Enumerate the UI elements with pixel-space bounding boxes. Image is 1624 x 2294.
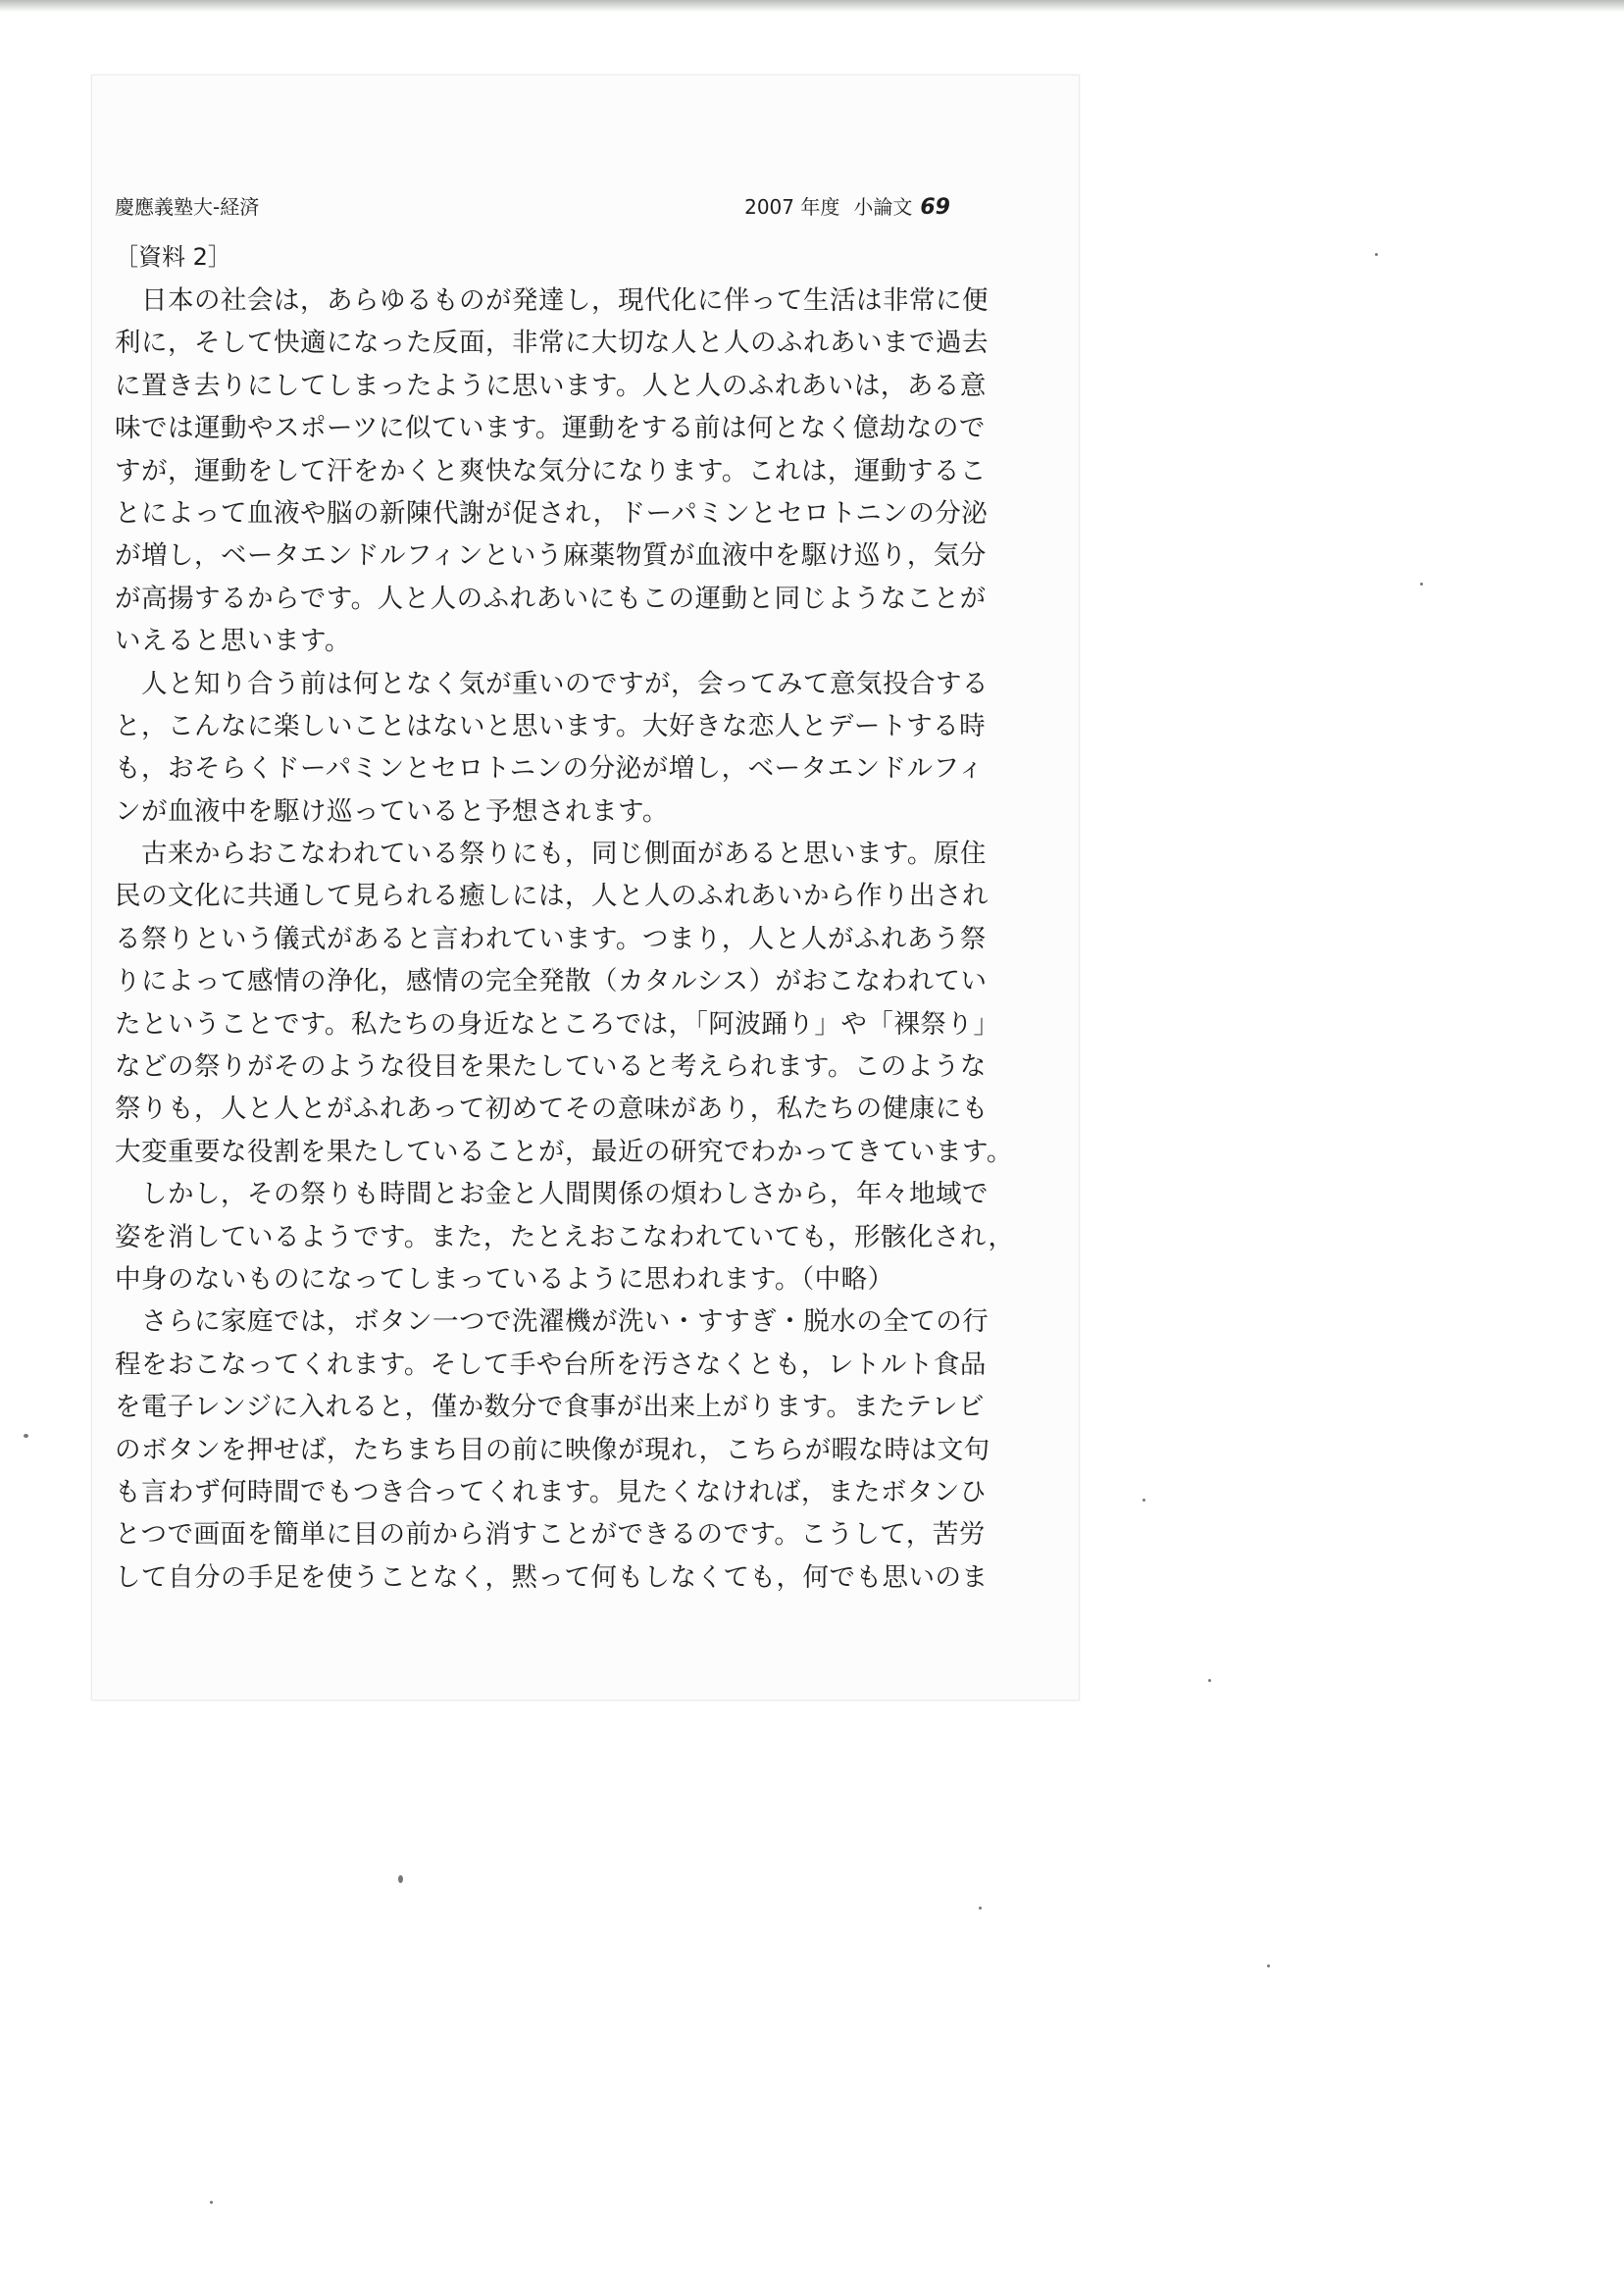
text-line: して自分の手足を使うことなく，黙って何もしなくても，何でも思いのま bbox=[115, 1561, 989, 1593]
text-line: 民の文化に共通して見られる癒しには，人と人のふれあいから作り出され bbox=[115, 881, 989, 912]
university-label: 慶應義塾大-経済 bbox=[115, 195, 260, 219]
material-label: ［資料 2］ bbox=[115, 243, 231, 271]
text-line: と，こんなに楽しいことはないと思います。大好きな恋人とデートする時 bbox=[115, 710, 987, 741]
text-line: すが，運動をして汗をかくと爽快な気分になります。これは，運動するこ bbox=[115, 455, 987, 486]
text-line: 古来からおこなわれている祭りにも，同じ側面があると思います。原住 bbox=[115, 839, 987, 870]
text-line: のボタンを押せば，たちまち目の前に映像が現れ，こちらが暇な時は文句 bbox=[115, 1434, 990, 1465]
scan-speck bbox=[1420, 583, 1423, 586]
text-line: 程をおこなってくれます。そして手や台所を汚さなくとも，レトルト食品 bbox=[115, 1349, 987, 1380]
text-line: いえると思います。 bbox=[115, 626, 351, 657]
year-label: 2007 年度 bbox=[744, 195, 840, 219]
text-line: が増し，ベータエンドルフィンという麻薬物質が血液中を駆け巡り，気分 bbox=[115, 540, 987, 572]
scan-speck bbox=[979, 1907, 982, 1910]
text-line: 姿を消しているようです。また，たとえおこなわれていても，形骸化され， bbox=[115, 1221, 1015, 1252]
text-line: 祭りも，人と人とがふれあって初めてその意味があり，私たちの健康にも bbox=[115, 1094, 989, 1125]
text-line: 味では運動やスポーツに似ています。運動をする前は何となく億劫なので bbox=[115, 413, 986, 444]
text-line: りによって感情の浄化，感情の完全発散（カタルシス）がおこなわれてい bbox=[115, 966, 988, 997]
page-number: 69 bbox=[920, 195, 950, 220]
text-line: が高揚するからです。人と人のふれあいにもこの運動と同じようなことが bbox=[115, 583, 987, 614]
scan-speck bbox=[210, 2201, 213, 2204]
text-line: を電子レンジに入れると，僅か数分で食事が出来上がります。またテレビ bbox=[115, 1392, 986, 1423]
text-line: とによって血液や脳の新陳代謝が促され，ドーパミンとセロトニンの分泌 bbox=[115, 497, 989, 529]
text-line: たということです。私たちの身近なところでは，「阿波踊り」や「裸祭り」 bbox=[115, 1008, 1000, 1040]
scan-speck bbox=[398, 1875, 403, 1883]
text-line: 大変重要な役割を果たしていることが，最近の研究でわかってきています。 bbox=[115, 1136, 1013, 1167]
text-line: も言わず何時間でもつき合ってくれます。見たくなければ，またボタンひ bbox=[115, 1476, 987, 1507]
text-line: 中身のないものになってしまっているように思われます。（中略） bbox=[115, 1263, 894, 1295]
text-line: 日本の社会は，あらゆるものが発達し，現代化に伴って生活は非常に便 bbox=[115, 285, 989, 316]
subject-label: 小論文 bbox=[853, 195, 913, 219]
text-line: さらに家庭では，ボタン一つで洗濯機が洗い・すすぎ・脱水の全ての行 bbox=[115, 1306, 990, 1338]
body-text bbox=[115, 280, 1015, 1599]
scan-speck bbox=[1267, 1964, 1270, 1967]
text-line: しかし，その祭りも時間とお金と人間関係の煩わしさから，年々地域で bbox=[115, 1179, 989, 1210]
scan-speck bbox=[1375, 253, 1378, 256]
header-right bbox=[744, 189, 950, 226]
text-line: とつで画面を簡単に目の前から消すことができるのです。こうして，苦労 bbox=[115, 1519, 986, 1551]
scan-speck bbox=[24, 1434, 28, 1438]
text-line: も，おそらくドーパミンとセロトニンの分泌が増し，ベータエンドルフィ bbox=[115, 753, 985, 785]
text-line: 利に，そして快適になった反面，非常に大切な人と人のふれあいまで過去 bbox=[115, 328, 989, 359]
scan-speck bbox=[1142, 1499, 1145, 1502]
scan-edge bbox=[0, 0, 1624, 12]
text-line: などの祭りがそのような役目を果たしていると考えられます。このような bbox=[115, 1051, 987, 1083]
text-line: に置き去りにしてしまったように思います。人と人のふれあいは，ある意 bbox=[115, 370, 987, 401]
page-header bbox=[115, 189, 950, 225]
scan-speck bbox=[1208, 1679, 1211, 1682]
text-line: ンが血液中を駆け巡っていると予想されます。 bbox=[115, 795, 669, 827]
text-line: る祭りという儀式があると言われています。つまり，人と人がふれあう祭 bbox=[115, 923, 987, 954]
text-line: 人と知り合う前は何となく気が重いのですが，会ってみて意気投合する bbox=[115, 668, 989, 699]
